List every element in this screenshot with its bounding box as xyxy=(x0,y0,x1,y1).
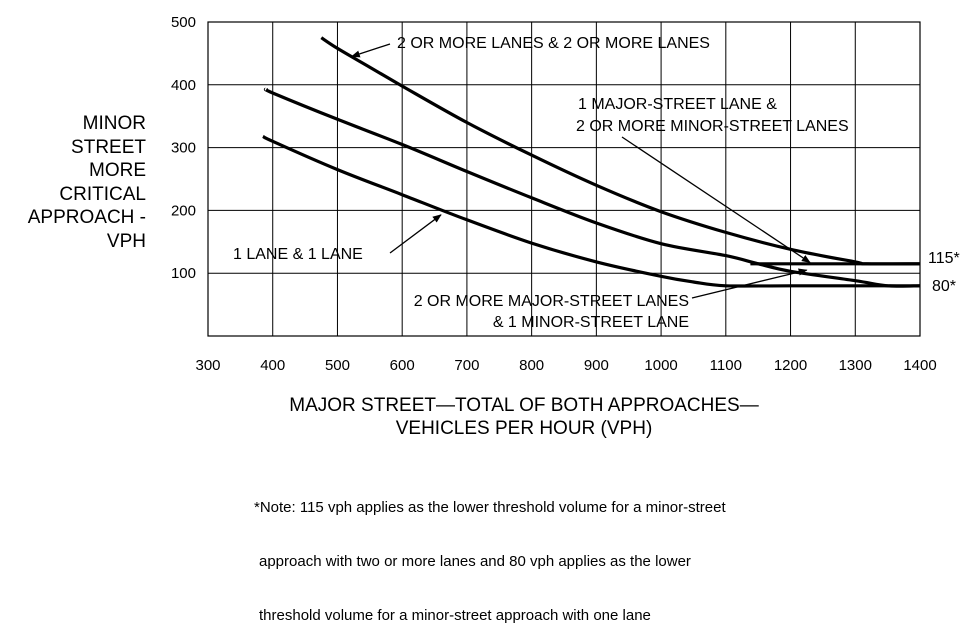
x-tick-label: 1200 xyxy=(773,357,808,374)
footnote-line: threshold volume for a minor-street approach with one lane xyxy=(259,607,651,624)
x-tick-label: 400 xyxy=(260,357,286,374)
y-tick-label: 200 xyxy=(170,202,196,220)
footnote-line: *Note: 115 vph applies as the lower threshold volume for a minor-street xyxy=(254,499,726,516)
annotation-label: 1 LANE & 1 LANE xyxy=(233,246,363,263)
x-axis-title: VEHICLES PER HOUR (VPH) xyxy=(395,418,653,439)
y-tick-label: 100 xyxy=(170,265,196,283)
annotation-label: & 1 MINOR-STREET LANE xyxy=(492,314,689,331)
annotation-label: 2 OR MORE MINOR-STREET LANES xyxy=(576,118,849,135)
threshold-label-80: 80* xyxy=(932,277,957,295)
annotation-label: 2 OR MORE LANES & 2 OR MORE LANES xyxy=(397,35,710,52)
x-tick-label: 1000 xyxy=(644,357,678,374)
x-tick-label: 600 xyxy=(389,357,415,374)
y-axis-title-line: STREET xyxy=(71,136,146,158)
y-tick-label: 500 xyxy=(170,14,196,31)
y-tick-label: 300 xyxy=(170,139,196,157)
annotation-label: 2 OR MORE MAJOR-STREET LANES xyxy=(413,293,689,310)
annotation-arrow xyxy=(352,44,390,57)
x-tick-label: 500 xyxy=(324,357,350,374)
y-axis-title-line: MORE xyxy=(89,160,146,181)
y-axis-title-line: APPROACH - xyxy=(27,207,146,228)
y-axis-title-line: CRITICAL xyxy=(59,183,146,205)
x-tick-label: 300 xyxy=(195,357,221,374)
y-axis-title-line: VPH xyxy=(106,230,146,252)
x-axis-title: MAJOR STREET—TOTAL OF BOTH APPROACHES— xyxy=(289,395,759,416)
y-tick-label: 400 xyxy=(170,76,196,94)
x-tick-label: 1300 xyxy=(838,357,872,374)
y-axis-title-line: MINOR xyxy=(82,113,146,134)
annotation-arrow xyxy=(390,215,441,253)
plot-frame xyxy=(208,22,920,336)
x-tick-label: 900 xyxy=(583,357,609,374)
footnote xyxy=(254,463,726,643)
annotation-label: 1 MAJOR-STREET LANE & xyxy=(578,96,777,113)
x-tick-label: 1400 xyxy=(903,357,937,374)
x-tick-label: 800 xyxy=(519,357,545,374)
threshold-label-115: 115* xyxy=(928,249,960,267)
x-tick-label: 700 xyxy=(454,357,480,374)
annotation-arrow xyxy=(622,137,810,263)
x-tick-label: 1100 xyxy=(709,357,742,374)
footnote-line: approach with two or more lanes and 80 vph applies as the lower xyxy=(259,553,691,570)
